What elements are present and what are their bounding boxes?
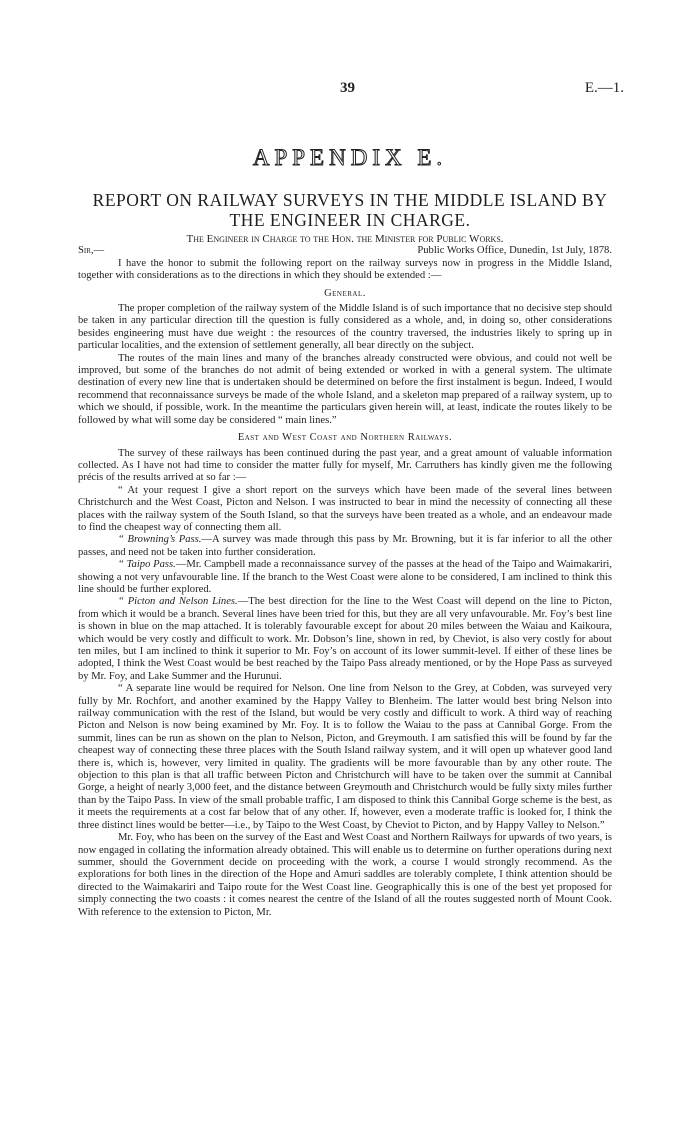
- brownings-pass-text: —A survey was made through this pass by Mr. Browning, but it is far inferior to all the other passes, and need not be taken into further consideration.: [78, 534, 612, 558]
- report-body: [78, 233, 612, 919]
- page-number: 39: [340, 80, 355, 96]
- salutation-row: [78, 245, 612, 257]
- report-title-line-1: REPORT ON RAILWAY SURVEYS IN THE MIDDLE ISLAND BY: [92, 190, 608, 210]
- picton-nelson-heading: “ Picton and Nelson Lines.: [118, 596, 238, 608]
- brownings-pass-paragraph: [78, 534, 612, 559]
- intro-paragraph: I have the honor to submit the following report on the railway surveys now in progress in the Middle Island, together with considerations as to the directions in which they should be extended :—: [78, 257, 612, 282]
- salutation: Sir,—: [78, 245, 105, 257]
- separate-line-paragraph: “ A separate line would be required for Nelson. One line from Nelson to the Grey, at Cobden, was surveyed very fully by Mr. Rochfort, and another examined by the Happy Valley to Blenheim. The latter would best bring Nelson into railway communication with the rest of the Island, but would be very costly and difficult to work. A third way of reaching Picton and Nelson is now being examined by Mr. Foy. It is to follow the Waiau to the pass at Cannibal Gorge. From the summit, lines can be run as shown on the plan to Nelson, Picton, and Greymouth. I am satisfied this will be found by far the cheapest way of connecting these three places with the South Island railway system, and it will open up whatever good land there is, which is, however, very limited in quality. The gradients will be more favourable than by any other route. The objection to this plan is that all traffic between Picton and Christchurch will have to be taken over the summit at Cannibal Gorge, a height of nearly 3,000 feet, and the distance between Greymouth and Christchurch would be fully sixty miles further than by the Taipo Pass. In view of the small probable traffic, I am disposed to think this Cannibal Gorge scheme is the best, as it meets the requirements at a cost far below that of any other. If, however, even a moderate traffic is looked for, I think the three distinct lines would be better—i.e., by Taipo to the West Coast, by Cheviot to Picton, and by Happy Valley to Nelson.”: [78, 683, 612, 831]
- taipo-pass-heading: “ Taipo Pass.: [118, 559, 176, 571]
- report-title-line-2: THE ENGINEER IN CHARGE.: [229, 210, 471, 230]
- mr-foy-paragraph: Mr. Foy, who has been on the survey of the East and West Coast and Northern Railways for upwards of two years, is now engaged in collating the information already obtained. This will enable us to determine on further operations during next summer, should the Government decide on proceeding with the work, a course I would strongly recommend. As the explorations for both lines in the direction of the Hope and Amuri saddles are tolerably complete, I think attention should be directed to the Waimakariri and Taipo route for the West Coast line. Geographically this is one of the best yet proposed for simply connecting the two coasts : it comes nearest the centre of the Island of all the routes suggested north of Mount Cook. With reference to the extension to Picton, Mr.: [78, 832, 613, 918]
- picton-nelson-text: —The best direction for the line to the West Coast will depend on the line to Picton, from which it would be a branch. Several lines have been tried for this, but they are all very unfavourable. Mr. Foy’s best line is shown in blue on the map attached. It is tolerably favourable except for about 20 miles between the Waiau and Kaikoura, which would be very costly and difficult to work. Mr. Dobson’s line, shown in red, by Cheviot, is also very costly for about ten miles, but I am inclined to think it superior to Mr. Foy’s on account of its lower summit-level. If either of these lines be adopted, I think the West Coast would be best reached by the Taipo Pass already mentioned, or by the Hope Pass as surveyed by Mr. Foy, and Lake Summer and the Hurunui.: [78, 596, 612, 682]
- section-heading-east-west: East and West Coast and Northern Railways.: [237, 432, 453, 444]
- section-heading-general: General.: [324, 287, 366, 299]
- page-header: [0, 80, 700, 100]
- general-paragraph-1: The proper completion of the railway system of the Middle Island is of such importance that no decisive step should be taken in any particular direction till the question is fully considered as a whole, and, in doing so, other considerations besides engineering must have due weight : the resources of the country traversed, the industries likely to spring up in particular localities, and the extension of settlement generally, all bear directly on the subject.: [78, 303, 612, 352]
- address-line: The Engineer in Charge to the Hon. the Minister for Public Works.: [186, 233, 504, 245]
- report-title: [70, 190, 630, 230]
- office-date: Public Works Office, Dunedin, 1st July, 1878.: [417, 245, 612, 257]
- taipo-pass-paragraph: [78, 559, 612, 596]
- east-west-paragraph-2: “ At your request I give a short report on the surveys which have been made of the several lines between Christchurch and the West Coast, Picton and Nelson. I was instructed to bear in mind the necessity of connecting all these places with the railway system of the South Island, so that the surveys have been treated as a whole, and an endeavour made to find the cheapest way of connecting them all.: [78, 484, 612, 533]
- picton-nelson-paragraph: [78, 596, 612, 683]
- brownings-pass-heading: “ Browning’s Pass.: [118, 534, 202, 546]
- general-paragraph-2: The routes of the main lines and many of the branches already constructed were obvious, and could not well be improved, but some of the branches do not admit of being extended or worked in with a general system. The ultimate destination of every new line that is undertaken should be determined on before the first instalment is begun. Indeed, I would recommend that reconnaissance surveys be made of the whole Island, and a skeleton map prepared of a railway system, up to which we should, if possible, work. In the meantime the particulars given herein will, at least, indicate the routes likely to be followed by what will some day be considered “ main lines.”: [78, 352, 612, 426]
- taipo-pass-text: —Mr. Campbell made a reconnaissance survey of the passes at the head of the Taipo and Waimakariri, showing a not very unfavourable line. If the branch to the West Coast were alone to be considered, I am inclined to think this line should be further explored.: [78, 559, 612, 595]
- east-west-paragraph-1: The survey of these railways has been continued during the past year, and a great amount of valuable information collected. As I have not had time to consider the matter fully for myself, Mr. Carruthers has kindly given me the following précis of the results arrived at so far :—: [78, 447, 612, 484]
- document-reference: E.—1.: [584, 80, 624, 96]
- appendix-heading: APPENDIX E.: [252, 145, 448, 170]
